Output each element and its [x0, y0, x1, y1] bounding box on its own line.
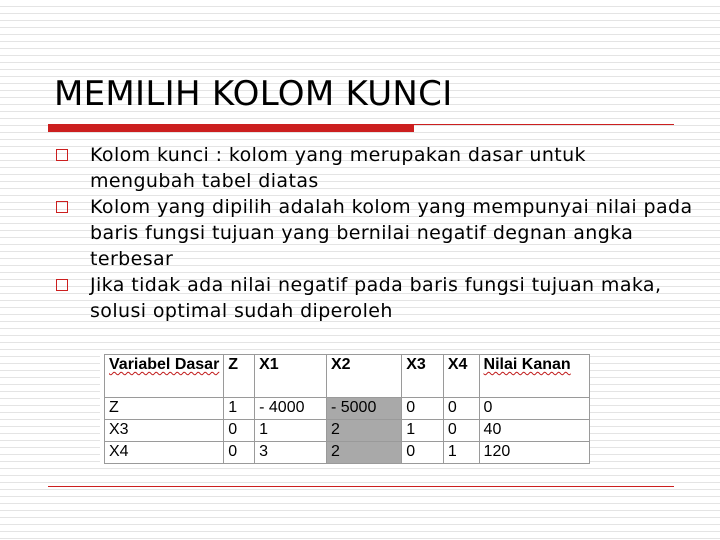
table-row [105, 398, 590, 420]
table-cell: X3 [105, 420, 224, 442]
table-cell: 0 [443, 398, 479, 420]
table-cell: Z [105, 398, 224, 420]
header-cell-nilai-kanan: Nilai Kanan [479, 355, 589, 398]
table-cell: 0 [443, 420, 479, 442]
bullet-item [54, 272, 694, 324]
square-bullet-icon [56, 201, 68, 213]
table-cell: 1 [443, 442, 479, 464]
bullet-text: Kolom yang dipilih adalah kolom yang mempunyai nilai pada baris fungsi tujuan yang bernilai negatif degnan angka terbesar [90, 196, 693, 270]
table-row [105, 442, 590, 464]
table-cell: 0 [402, 398, 444, 420]
header-cell-x1: X1 [255, 355, 327, 398]
header-cell-x3: X3 [402, 355, 444, 398]
bullet-item [54, 142, 694, 194]
table-cell: 1 [224, 398, 255, 420]
header-cell-x2: X2 [326, 355, 401, 398]
bullet-list [54, 142, 694, 324]
simplex-table [104, 354, 590, 464]
table-header-row [105, 355, 590, 398]
table-cell: 1 [255, 420, 327, 442]
square-bullet-icon [56, 279, 68, 291]
footer-divider [48, 486, 674, 487]
table-cell: 40 [479, 420, 589, 442]
bullet-text: Jika tidak ada nilai negatif pada baris fungsi tujuan maka, solusi optimal sudah diperoleh [90, 274, 662, 322]
key-column-cell: 2 [326, 420, 401, 442]
key-column-cell: - 5000 [326, 398, 401, 420]
table-cell: 0 [479, 398, 589, 420]
square-bullet-icon [56, 149, 68, 161]
key-column-cell: 2 [326, 442, 401, 464]
slide-title: MEMILIH KOLOM KUNCI [54, 74, 453, 114]
header-cell-z: Z [224, 355, 255, 398]
simplex-table-image [100, 352, 590, 464]
header-cell-variabel-dasar: Variabel Dasar [105, 355, 224, 398]
table-cell: 0 [224, 420, 255, 442]
table-cell: - 4000 [255, 398, 327, 420]
bullet-item [54, 194, 694, 272]
table-cell: 0 [402, 442, 444, 464]
header-cell-x4: X4 [443, 355, 479, 398]
table-cell: 1 [402, 420, 444, 442]
table-cell: 120 [479, 442, 589, 464]
table-cell: 0 [224, 442, 255, 464]
title-underline-accent [48, 124, 414, 132]
table-cell: X4 [105, 442, 224, 464]
table-cell: 3 [255, 442, 327, 464]
bullet-text: Kolom kunci : kolom yang merupakan dasar untuk mengubah tabel diatas [90, 144, 586, 192]
table-row [105, 420, 590, 442]
